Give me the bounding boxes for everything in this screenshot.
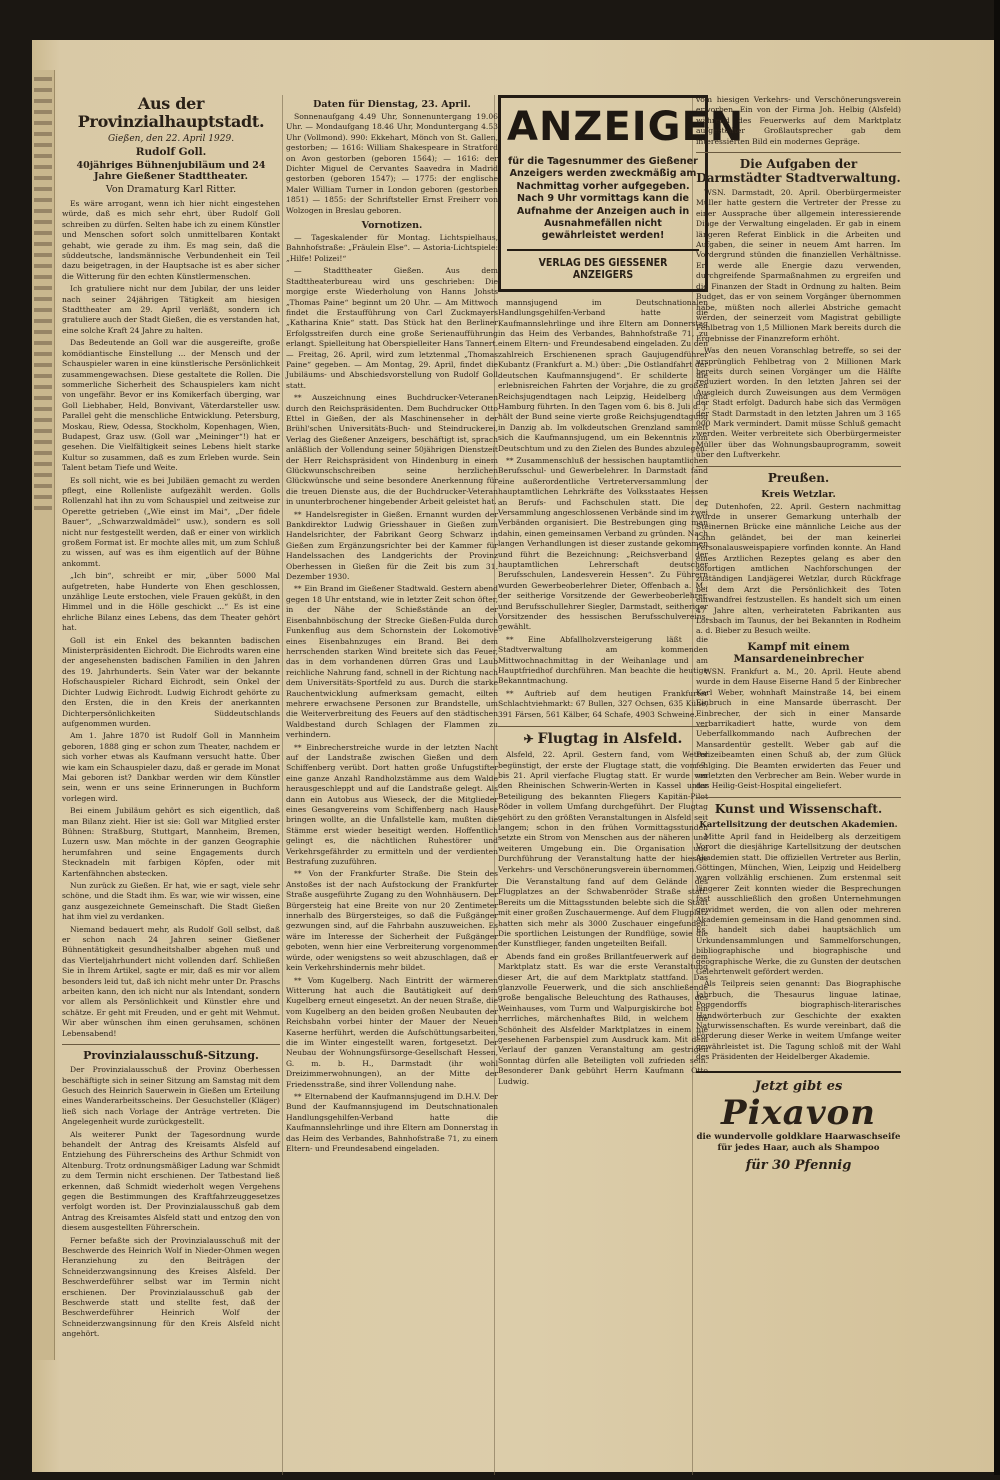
flugtag-title: Flugtag in Alsfeld.	[537, 731, 683, 748]
flugtag-heading	[498, 726, 708, 747]
article-paragraph: Es wäre arrogant, wenn ich hier nicht eingestehen würde, daß es mich sehr ehrt, über Rudolf Goll schreiben zu dürfen. Selten habe ich zu einem Künstler und Menschen sofort solch unmittelbaren Kontakt gehabt, wie gerade zu ihm. Es mag sein, daß die süddeutsche, landsmännische Verbundenheit ein Teil dazu beigetragen, in der Hauptsache ist es aber sicher die Witterung für den echten Künstlermenschen.	[62, 199, 280, 281]
news-item: — Tageskalender für Montag. Lichtspielhaus, Bahnhofstraße: „Fräulein Else“. — Astoria-Lichtspiele: „Hilfe! Polizei!“	[286, 233, 498, 263]
article-paragraph: Das Bedeutende an Goll war die ausgereifte, große komödiantische Einstellung ... der Mensch und der Schauspieler waren in eine künstlerische Persönlichkeit zusammengewachsen. Diese gestaltete die Rollen. Die sommerliche Sicherheit des Schauspielers kam nicht von ungefähr. Bevor er ins Komikerfach überging, war Goll Liebhaber, Held, Bonvivant, Väterdarsteller usw. Parallel geht die menschliche Entwicklung. Petersburg, Moskau, Riew, Odessa, Stockholm, Kopenhagen, Wien, Budapest, Graz usw. (Goll war „Meininger“!) hat er gesehen. Die Vielfältigkeit seines Lebens hielt starke Kultur so zusammen, daß es zum Erleben wurde. Sein Talent betam Tiefe und Weite.	[62, 338, 280, 473]
news-item: Mitte April fand in Heidelberg als derzeitigem Vorort die diesjährige Kartellsitzung der deutschen Akademien statt. Die offiziellen Vertreter aus Berlin, Göttingen, München, Wien, Leipzig und Heidelberg waren vollzählig erschienen. Zum erstenmal seit längerer Zeit konnten wieder die Besprechungen fast ausschließlich den großen Unternehmungen gewidmet werden, die von allen oder mehreren Akademien gemeinsam in die Hand genommen sind. Es handelt sich dabei hauptsächlich um Urkundensammlungen und Sammelforschungen, bibliographische und biographische und geographische Werke, die zu Gunsten der deutschen Gelehrtenwelt gefördert werden.	[696, 831, 901, 977]
article-paragraph: Nun zurück zu Gießen. Er hat, wie er sagt, viele sehr schöne, und die Stadt ihm. Es war, wie wir wissen, eine ganz ausgezeichnete Gemeinschaft. Die Stadt Gießen hat ihm viel zu verdanken.	[62, 881, 280, 922]
news-item: WSN. Darmstadt, 20. April. Oberbürgermeister Müller hatte gestern die Vertreter der Presse zu einer Aussprache über allgemein interessierende Dinge der Verwaltung eingeladen. Er gab in einem längeren Referat Einblick in die Arbeiten und Aufgaben, die seiner in neuem Amt harren. Im Vordergrund stünden die finanziellen Verhältnisse. Er werde alle Energie dazu verwenden, durchgreifende Sparmaßnahmen zu ergreifen und die Finanzen der Stadt in Ordnung zu halten. Beim Budget, das er von seinem Vorgänger übernommen habe, müßten noch allerlei Abstriche gemacht werden, der seinerzeit vom Magistrat gebilligte Fehlbetrag von 1,5 Millionen Mark bereits durch die Ergebnisse der Finanzreform erhöht.	[696, 188, 901, 343]
news-item: Alsfeld, 22. April. Gestern fand, vom Wetter begünstigt, der erste der Flugtage statt, die vom 7. bis 21. April vierfache Flugtag statt. Er wurde von den Rheinischen Schwerin-Werten in Kassel unter Beteiligung des bekannten Fliegers Kapitän-Pilot Röder in vollem Umfang durchgeführt. Der Flugtag gehört zu den größten Veranstaltungen in Alsfeld seit langem; schon in den frühen Vormittagsstunden setzte ein Strom von Menschen aus der näheren und weiteren Umgebung ein. Die Organisation und Durchführung der Veranstaltung hatte der hiesige Verkehrs- und Verschönerungsverein übernommen.	[498, 750, 708, 874]
pixavon-brand: Pixavon	[721, 1092, 876, 1133]
news-item: ** Auftrieb auf dem heutigen Frankfurter Schlachtviehmarkt: 67 Bullen, 327 Ochsen, 635 Kühe, 391 Färsen, 561 Kälber, 64 Schafe, 4903 Schweine.	[498, 688, 708, 719]
news-item: — Stadttheater Gießen. Aus dem Stadttheaterbureau wird uns geschrieben: Die morgige erste Wiederholung von Hanns Johsts „Thomas Paine“ beginnt um 20 Uhr. — Am Mittwoch findet die Erstaufführung von Carl Zuckmayers „Katharina Knie“ statt. Das Stück hat den Berliner Erfolgsstreifen durch eine große Serienaufführung erlangt. Spielleitung hat Oberspielleiter Hans Tannert. — Freitag, 26. April, wird zum letztenmal „Thomas Paine“ gegeben. — Am Montag, 29. April, findet die Jubiläums- und Abschiedsvorstellung von Rudolf Goll statt.	[286, 266, 498, 390]
column-3	[498, 95, 745, 1480]
anzeigen-title: ANZEIGEN	[507, 104, 745, 150]
newspaper-page	[32, 40, 994, 1472]
news-item: ** Zusammenschluß der hessischen hauptamtlichen Berufsschul- und Gewerbelehrer. In Darmstadt fand eine außerordentliche Vertreterversammlung der hauptamtlichen Lehrkräfte des Volksstaates Hessen an Berufs- und Fachschulen statt. Die der Versammlung angeschlossenen Verbände sind im zwei Verbänden organisiert. Die Bestrebungen ging man dahin, einen gemeinsamen Verband zu gründen. Nach langen Verhandlungen ist dieser zustande gekommen und führt die Bezeichnung: „Reichsverband der hauptamtlichen Lehrerschaft deutscher Berufsschulen, Landesverein Hessen“. Zu Führern wurden Gewerbeoberlehrer Dieter, Offenbach a. M., der seitherige Vorsitzende der Gewerbeoberlehrer, und Berufsschullehrer Siegler, Darmstadt, seitheriger Vorsitzender des hessischen Berufsschulvereins, gewählt.	[498, 455, 708, 632]
news-item: mannsjugend im Deutschnationalen Handlungsgehilfen-Verband hatte die Kaufmannslehrlinge und ihre Eltern am Donnerstag in das Heim des Verbandes, Bahnhofstraße 71, zu einem Eltern- und Freundesabend eingeladen. Zu den zahlreich Erschienenen sprach Gaujugendführer Kubantz (Frankfurt a. M.) über: „Die Ostlandfahrt der deutschen Kaufmannsjugend“. Er schilderte die erlebnisreichen Fahrten der Vorjahre, die zu großen Reichsjugendtagen nach Leipzig, Heidelberg und Hamburg führten. In den Tagen vom 6. bis 8. Juli d. J. hält der Bund seine vierte große Reichsjugendtagung in Danzig ab. Im volkdeutschen Grenzland sammelt sich die Kaufmannsjugend, um ein Bekenntnis zum Deutschtum und zu den Zielen des Bundes abzulegen.	[498, 297, 708, 453]
news-item: ** Auszeichnung eines Buchdrucker-Veteranen durch den Reichspräsidenten. Dem Buchdrucker Otto Ettel in Gießen, der als Maschinenseher in der Brühl'schen Universitäts-Buch- und Steindruckerei, Verlag des Gießener Anzeigers, beschäftigt ist, sprach anläßlich der Vollendung seiner 50jährigen Dienstzeit der Herr Reichspräsident von Hindenburg in einem Glückwunschschreiben seine herzlichen Glückwünsche und seine besondere Anerkennung für die treuen Dienste aus, die der Buchdrucker-Veteran in ununterbrochener hingebender Arbeit geleistet hat.	[286, 393, 498, 507]
news-item: ** Einbrecherstreiche wurde in der letzten Nacht auf der Landstraße zwischen Gießen und dem Schiffenberg verübt. Dort hatten große Unfugstifter eine ganze Anzahl Randholzstämme aus dem Walde herausgeschleppt und auf die Landstraße gelegt. Als dann ein Autobus aus Wieseck, der die Mitglieder eines Gesangvereins vom Schiffenberg nach Hause bringen wollte, an die Unfallstelle kam, mußten die Stämme erst wieder beseitigt werden. Hoffentlich gelingt es, die nächtlichen Ruhestörer und Verkehrsgefährder zu ermitteln und der verdienten Bestrafung zuzuführen.	[286, 742, 498, 867]
continued-text: vom hiesigen Verkehrs- und Verschönerungsverein erworben. Ein von der Firma Joh. Helbig (Alsfeld) während des Feuerwerks auf dem Marktplatz aufgestellter Großlautsprecher gab dem interessierten Bild ein modernes Gepräge.	[696, 95, 901, 146]
section-heading: Preußen.	[696, 466, 901, 485]
article-title: Rudolf Goll.	[135, 146, 207, 158]
dateline: Gießen, den 22. April 1929.	[107, 134, 235, 144]
calendar-text: Sonnenaufgang 4.49 Uhr, Sonnenuntergang 19.06 Uhr. — Mondaufgang 18.46 Uhr, Monduntergang 4.53 Uhr (Vollmond). 990: Ekkehart, Mönch von St. Gallen, gestorben; — 1616: William Shakespeare in Stratford on Avon gestorben (geboren 1564); — 1616: der Dichter Miguel de Cervantes Saavedra in Madrid gestorben (geboren 1547); — 1775: der englische Maler William Turner in London geboren (gestorben 1851) — 1855: der Schriftsteller Ernst Freiherr von Wolzogen in Breslau geboren.	[286, 112, 498, 215]
sub-heading: Kreis Wetzlar.	[761, 488, 836, 500]
article-paragraph: Ferner befaßte sich der Provinzialausschuß mit der Beschwerde des Heinrich Wolf in Nieder-Ohmen wegen Heranziehung zu den Beiträgen der Schneiderzwangsinnung des Kreises Alsfeld. Der Beschwerdeführer selbst war im Termin nicht erschienen. Der Provinzialausschuß gab der Beschwerde statt und stellte fest, daß der Beschwerdeführer Heinrich Wolf der Schneiderzwangsinnung für den Kreis Alsfeld nicht angehört.	[62, 1235, 280, 1339]
column-4	[696, 95, 901, 1480]
calendar-heading: Daten für Dienstag, 23. April.	[313, 99, 471, 110]
article-subtitle: 40jähriges Bühnenjubiläum und 24 Jahre Gießener Stadttheater.	[76, 160, 266, 182]
section-heading: Kunst und Wissenschaft.	[696, 797, 901, 816]
news-item: Die Veranstaltung fand auf dem Gelände des Flugplatzes an der Schwabenröder Straße statt. Bereits um die Mittagsstunden belebte sich die Stadt mit einer großen Zuschauermenge. Auf dem Flugplatz hatten sich mehr als 3000 Zuschauer eingefunden. Die sportlichen Leistungen der Rundflüge, sowie die der Kunstflieger, fanden ungeteilten Beifall.	[498, 876, 708, 949]
article-paragraph: Es soll nicht, wie es bei Jubiläen gemacht zu werden pflegt, eine Rollenliste aufgezählt werden. Golls Rollenzahl hat ihn zu vom Schauspiel und zeitweise zur Operette getrieben („Wie einst im Mai“, „Der fidele Bauer“, „Schwarzwaldmädel“ usw.), sondern es soll nicht nur festgestellt werden, daß er einer von wirklich großem Format ist. Er mochte alles mit, um zum Schluß zu wissen, auf was es ihm eigentlich auf der Bühne ankommt.	[62, 475, 280, 568]
sub-heading: Kartellsitzung der deutschen Akademien.	[699, 819, 898, 830]
news-item: WSN. Frankfurt a. M., 20. April. Heute abend wurde in dem Hause Eiserne Hand 5 der Einbrecher Karl Weber, wohnhaft Mainstraße 14, bei einem Einbruch in eine Mansarde überrascht. Der Einbrecher, der sich in einer Mansarde verbarrikadiert hatte, wurde von dem Ueberfallkommando nach Aufbrechen der Mansardentür gestellt. Weber gab auf die Polizeibeamten einen Schuß ab, der zum Glück fehlging. Die Beamten erwiderten das Feuer und verletzten den Verbrecher am Bein. Weber wurde in das Heilig-Geist-Hospital eingeliefert.	[696, 666, 901, 791]
pixavon-price: für 30 Pfennig	[745, 1157, 852, 1173]
byline: Von Dramaturg Karl Ritter.	[105, 184, 237, 195]
column-2	[286, 95, 498, 1480]
news-item: Was den neuen Voranschlag betreffe, so sei der ursprünglich Fehlbetrag von 2 Millionen Mark bereits durch seinen Vorgänger um die Hälfte reduziert worden. In den letzten Jahren sei der Ausgleich durch Zuweisungen aus dem Vermögen der Stadt erfolgt. Dadurch habe sich das Vermögen der Stadt Darmstadt in den letzten Jahren um 3 165 000 Mark vermindert. Damit müsse Schluß gemacht werden. Weiter verbreitete sich Oberbürgermeister Müller über das Wohnungsbauprogramm, soweit über den Luftverkehr.	[696, 346, 901, 460]
column-rule	[282, 95, 283, 1475]
article-paragraph: Goll ist ein Enkel des bekannten badischen Ministerpräsidenten Eichrodt. Die Eichrodts waren eine der angesehensten badischen Familien in den Jahren des 19. Jahrhunderts. Sein Vater war der bekannte Hofschauspieler Richard Eichrodt, sein Onkel der Dichter Ludwig Eichrodt. Ludwig Eichrodt gehörte zu den Ersten, die in den Kreis der anerkannten Dichterpersönlichkeiten Süddeutschlands aufgenommen wurden.	[62, 635, 280, 728]
vornotizen-heading: Vornotizen.	[361, 220, 423, 232]
news-item: Abends fand ein großes Brillantfeuerwerk auf dem Marktplatz statt. Es war die erste Veranstaltung dieser Art, die auf dem Marktplatz stattfand. Das glanzvolle Feuerwerk, und die sich anschließende große bengalische Beleuchtung des Rathauses, des Weinhauses, vom Turm und Walpurgiskirche bot ein herrliches, märchenhaftes Bild, in welchem die Schönheit des Alsfelder Marktplatzes in einem nie gesehenen Farbenspiel zum Ausdruck kam. Mit dem Verlauf der ganzen Veranstaltung am gestrigen Sonntag dürfen alle Beteiligten voll zufrieden sein. Besonderer Dank gebührt Herrn Kaufmann Otto Ludwig.	[498, 951, 708, 1086]
section-heading: Die Aufgaben der Darmstädter Stadtverwaltung.	[696, 152, 901, 185]
article-paragraph: Bei einem Jubiläum gehört es sich eigentlich, daß man Bilanz zieht. Hier ist sie: Goll war Mitglied erster Bühnen: Straßburg, Stuttgart, Mannheim, Bremen, Luzern usw. Man möchte in der ganzen Geographie herumfahren und seine Engagements durch Stecknadeln mit farbigen Köpfen, oder mit Kartenfähnchen abstecken.	[62, 806, 280, 878]
news-item: ** Vom Kugelberg. Nach Eintritt der wärmeren Witterung hat auch die Bautätigkeit auf dem Kugelberg erneut eingesetzt. An der neuen Straße, die vom Kugelberg an den beiden großen Neubauten der Reichsbahn vorbei hinter der Mauer der Neuen Kaserne herführt, werden die Aufschüttungsarbeiten, die im Winter eingestellt waren, fortgesetzt. Der Neubau der Wohnungsfürsorge-Gesellschaft Hessen, G. m. b. H., Darmstadt (ihr wohl Dreizimmerwohnungen), an der Mitte der Friedensstraße, sind ihrer Vollendung nahe.	[286, 975, 498, 1089]
column-1	[62, 95, 280, 1480]
pixavon-jetzt: Jetzt gibt es	[754, 1078, 843, 1094]
article-paragraph: Niemand bedauert mehr, als Rudolf Goll selbst, daß er schon nach 24 Jahren seiner Gießener Bühnentätigkeit gesundheitshalber abgehen muß und das Vierteljahrhundert nicht vollenden darf. Schließen Sie in Ihrem Artikel, sagte er mir, daß es mir vor allem besonders leid tut, daß ich nicht mehr unter Dr. Praschs arbeiten kann, den ich nicht nur als Intendant, sondern vor allem als Persönlichkeit und Künstler ehre und schätze. Er geht mit Freuden, und er geht mit Wehmut. Wir aber wünschen ihm einen geruhsamen, schönen Lebensabend!	[62, 924, 280, 1038]
anzeigen-text: für die Tagesnummer des Gießener Anzeigers werden zweckmäßig am Nachmittag vorher aufgegeben. Nach 9 Uhr vormittags kann die Aufnahme der Anzeigen auch in Ausnahmefällen nicht gewährleistet werden!	[508, 156, 698, 242]
article-paragraph: Am 1. Jahre 1870 ist Rudolf Goll in Mannheim geboren, 1888 ging er schon zum Theater, nachdem er sich vorher etwas als Kaufmann versucht hatte. Über wie kam ein Schauspieler dazu, daß er gerade im Monat Mai geboren ist? Dankbar werden wir dem Künstler sein, wenn er uns seine Erinnerungen in Buchform vorlegen wird.	[62, 731, 280, 803]
section-headline: Aus der Provinzialhauptstadt.	[77, 94, 265, 131]
article-paragraph: Als weiterer Punkt der Tagesordnung wurde behandelt der Antrag des Kreisamts Alsfeld auf Entziehung des Führerscheins des Arthur Schmidt von Altenburg. Trotz ordnungsmäßiger Ladung war Schmidt zu dem Termin nicht erschienen. Der Tatbestand ließ erkennen, daß Schmidt wiederholt wegen Vergehens gegen die Bestimmungen des Kraftfahrzeuggesetzes verfolgt worden ist. Der Provinzialausschuß gab dem Antrag des Kreisamtes Alsfeld statt und entzog den von diesem ausgestellten Führerschein.	[62, 1129, 280, 1233]
news-item: Als Teilpreis seien genannt: Das Biographische Jahrbuch, die Thesaurus linguae latinae, Poggendorffs biographisch-literarisches Handwörterbuch zur Geschichte der exakten Naturwissenschaften. Es wurde vereinbart, daß die Förderung dieser Werke in weitem Umfange weiter gewährleistet ist. Die Tagung schloß mit der Wahl des Präsidenten der Heidelberger Akademie.	[696, 979, 901, 1062]
pixavon-description: die wundervolle goldklare Haarwaschseife für jedes Haar, auch als Shampoo	[696, 1131, 901, 1153]
news-item: ** Von der Frankfurter Straße. Die Stein des Anstoßes ist der nach Aufstockung der Frankfurter Straße ausgeführte Zugang zu den Wohnhäusern. Der Bürgersteig hat eine Breite von nur 20 Zentimeter innerhalb des Bürgersteiges, so daß die Fußgänger gezwungen sind, auf die Fahrbahn auszuweichen. Es wäre im Interesse der Sicherheit der Fußgänger geboten, wenn hier eine Verbreiterung vorgenommen würde, oder wenigstens so weit abzuschlagen, daß er kein Verkehrshindernis mehr bildet.	[286, 869, 498, 973]
section-heading: Provinzialausschuß-Sitzung.	[62, 1044, 280, 1062]
publisher-name: VERLAG DES GIESSENER ANZEIGERS	[507, 249, 699, 281]
article-paragraph: „Ich bin“, schreibt er mir, „über 5000 Mal aufgetreten, habe Hunderte von Ehen geschlossen, unzählige Leute erstochen, viele Frauen geküßt, in den Himmel und in die Hölle geschickt ...“ Es ist eine ehrliche Bilanz eines Lebens, das dem Theater gehört hat.	[62, 571, 280, 633]
news-item: ** Eine Abfallholzversteigerung läßt die Stadtverwaltung am kommenden Mittwochnachmittag in der Weihanlage und am Hauptfriedhof durchführen. Man beachte die heutige Bekanntmachung.	[498, 634, 708, 686]
article-paragraph: Ich gratuliere nicht nur dem Jubilar, der uns leider nach seiner 24jährigen Tätigkeit am hiesigen Stadttheater am 29. April verläßt, sondern ich gratuliere auch der Stadt Gießen, die es verstanden hat, eine solche Kraft 24 Jahre zu halten.	[62, 284, 280, 335]
article-paragraph: Der Provinzialausschuß der Provinz Oberhessen beschäftigte sich in seiner Sitzung am Samstag mit dem Gesuch des Heinrich Sauerwein in Gießen um Erteilung eines Wanderarbeitsscheins. Der Gesuchsteller (Kläger) ließ sich nach Vorlage der Anträge vertreten. Die Angelegenheit wurde zurückgestellt.	[62, 1065, 280, 1127]
pixavon-advertisement	[696, 1071, 901, 1173]
scan-edge	[994, 0, 1000, 1475]
news-item: ** Handelsregister in Gießen. Ernannt wurden der Bankdirektor Ludwig Griesshauer in Gießen zum Handelsrichter, der Fabrikant Georg Schwarz in Gießen zum Ergänzungsrichter bei der Kammer für Handelssachen des Landgerichts der Provinz Oberhessen in Gießen für die Zeit bis zum 31. Dezember 1930.	[286, 509, 498, 582]
previous-page-strip	[32, 70, 55, 1360]
airplane-icon: ✈	[523, 732, 534, 747]
news-item: ** Ein Brand im Gießener Stadtwald. Gestern abend gegen 18 Uhr entstand, wie in letzter Zeit schon öfter, in der Nähe der Schießstände an der Eisenbahnböschung der Strecke Gießen-Fulda durch Funkenflug aus dem Schornstein der Lokomotive eines Eisenbahnzuges ein Brand. Bei dem herrschenden starken Wind breitete sich das Feuer, das in dem vorhandenen dürren Gras und Laub reichliche Nahrung fand, schnell in der Richtung nach dem Universitäts-Sportfeld zu aus. Durch die starke Rauchentwicklung aufmerksam gemacht, eilten mehrere erwachsene Personen zur Brandstelle, um die Weiterverbreitung des Feuers auf den städtischen Waldbestand durch Schlagen der Flammen zu verhindern.	[286, 584, 498, 740]
sub-heading: Kampf mit einem Mansardeneinbrecher	[733, 640, 864, 665]
news-item: ** Elternabend der Kaufmannsjugend im D.H.V. Der Bund der Kaufmannsjugend im Deutschnationalen Handlungsgehilfen-Verband hatte die Kaufmannslehrlinge und ihre Eltern am Donnerstag in das Heim des Verbandes, Bahnhofstraße 71, zu einem Eltern- und Freundesabend eingeladen.	[286, 1091, 498, 1153]
anzeigen-notice	[498, 95, 745, 292]
news-item: * Dutenhofen, 22. April. Gestern nachmittag wurde in unserer Gemarkung unterhalb der Steinernen Brücke eine männliche Leiche aus der Lahn geländet, bei der man keinerlei Personalausweispapiere vorfinden konnte. An Hand eines Arztlichen Rezeptes gelang es aber den sofortigen amtlichen Nachforschungen der zuständigen Landjägerei Wetzlar, durch Rückfrage bei dem Arzt die Persönlichkeit des Toten einwandfrei festzustellen. Es handelt sich um einen 47 Jahre alten, verheirateten Fabrikanten aus Lorsbach im Taunus, der bei Bekannten in Rodheim a. d. Bieber zu Besuch weilte.	[696, 501, 901, 636]
